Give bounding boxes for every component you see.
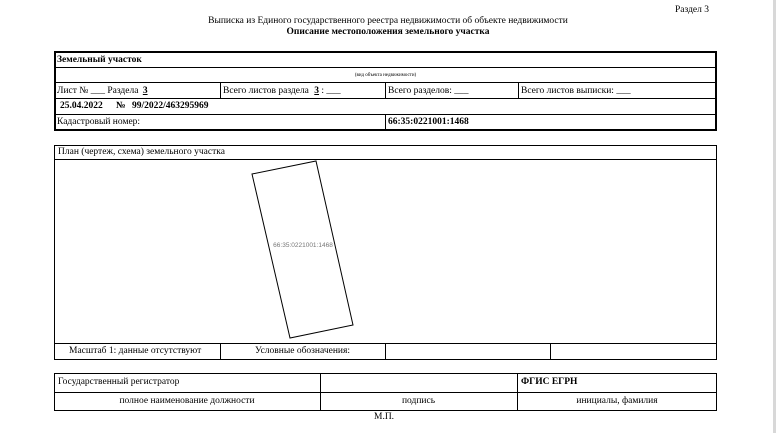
organization: ФГИС ЕГРН [521,377,578,387]
extract-date: 25.04.2022 [60,101,103,111]
cadastral-number: 66:35:0221001:1468 [388,117,469,127]
total-sheets-extract: Всего листов выписки: ___ [521,86,631,96]
parcel-label: 66:35:0221001:1468 [273,242,333,249]
scale-label: Масштаб 1: данные отсутствуют [69,346,202,356]
initials-caption: инициалы, фамилия [576,396,658,406]
stamp-place: М.П. [374,412,395,422]
total-sheets-section-value: 3 [314,86,320,96]
plan-title: План (чертеж, схема) земельного участка [58,147,225,157]
position-caption: полное наименование должности [119,396,255,406]
extract-number: 99/2022/463295969 [132,101,209,111]
legend-label: Условные обозначения: [255,346,351,356]
document-subtitle: Описание местоположения земельного участка [286,27,490,37]
total-sheets-section: Всего листов раздела 3 : ___ [223,86,341,96]
parcel-boundary [252,161,353,338]
total-sections: Всего разделов: ___ [388,86,469,96]
section-number: 3 [142,86,148,96]
object-type: Земельный участок [57,55,142,65]
extract-number-label: № [116,101,126,111]
object-type-caption: (вид объекта недвижимости) [354,73,417,78]
registrar-position: Государственный регистратор [58,377,180,387]
document-title: Выписка из Единого государственного реестра недвижимости об объекте недвижимости [208,16,568,26]
section-label: Раздел 3 [675,5,709,15]
sheet-number: Лист № ___ Раздела 3 [57,86,148,96]
cadastral-label: Кадастровый номер: [57,117,141,127]
signature-caption: подпись [401,396,436,406]
